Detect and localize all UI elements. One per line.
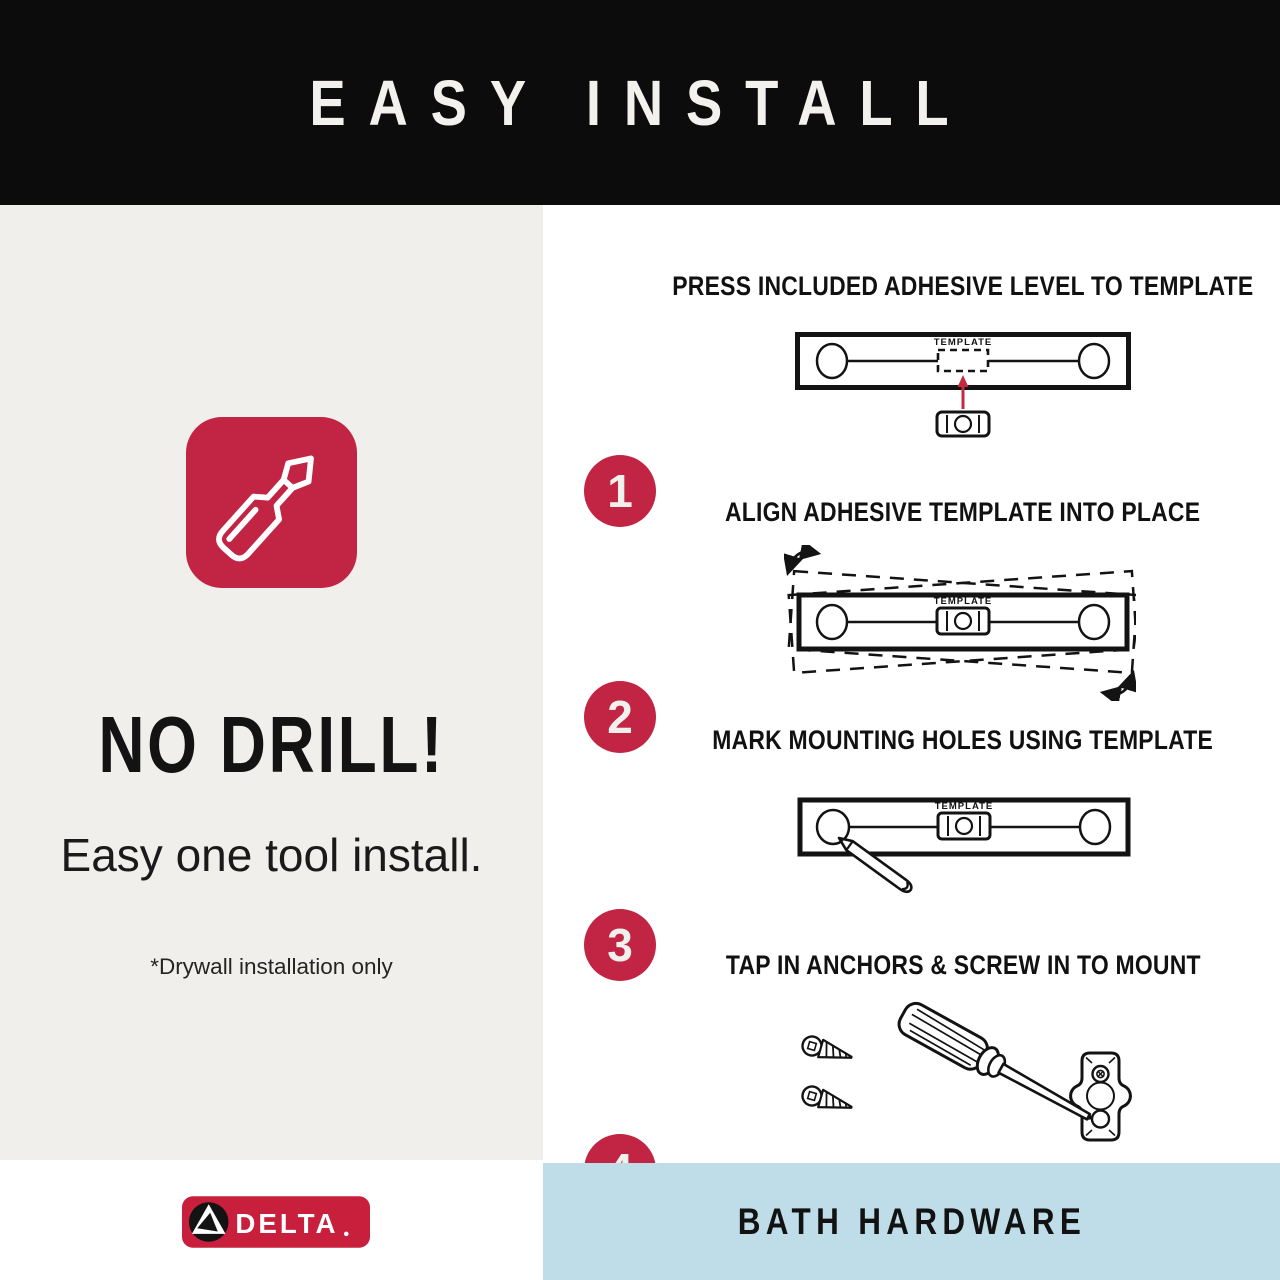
adhesive-level-icon: [937, 412, 989, 436]
step-2-number-badge: 2: [584, 681, 656, 753]
footnote: *Drywall installation only: [150, 954, 393, 979]
step-2-title: ALIGN ADHESIVE TEMPLATE INTO PLACE: [725, 496, 1201, 527]
delta-triangle-icon: [189, 1202, 229, 1242]
page-title: EASY INSTALL: [308, 66, 972, 139]
no-drill-headline: NO DRILL!: [98, 700, 445, 789]
delta-logo: [182, 1196, 370, 1248]
template-label: TEMPLATE: [933, 337, 993, 348]
subheadline: Easy one tool install.: [60, 829, 483, 881]
step-1-number-badge: 1: [584, 455, 656, 527]
category-label: BATH HARDWARE: [737, 1200, 1086, 1242]
step-3-title: MARK MOUNTING HOLES USING TEMPLATE: [712, 724, 1214, 755]
rotate-arrow-icon: [1110, 680, 1131, 694]
registered-mark: [344, 1232, 349, 1237]
step-4-title: TAP IN ANCHORS & SCREW IN TO MOUNT: [725, 949, 1201, 980]
screwdriver-icon: [186, 414, 357, 591]
step-3-illustration: [784, 795, 1136, 907]
step-2-illustration: [784, 545, 1136, 701]
header-band: [0, 0, 1280, 205]
footer-left: [0, 1160, 543, 1280]
category-band: [543, 1163, 1280, 1280]
left-panel: [0, 205, 543, 1160]
screwdriver-icon: [895, 1000, 1101, 1134]
screw-anchor-icon: [800, 1084, 854, 1116]
steps-panel: [543, 205, 1280, 1163]
step-1-illustration: [795, 332, 1131, 438]
step-3-number-badge: 3: [584, 909, 656, 981]
step-4-illustration: [790, 1000, 1140, 1160]
brand-name: DELTA: [235, 1207, 339, 1239]
wall-bracket-icon: [1071, 1053, 1131, 1140]
template-label: TEMPLATE: [933, 596, 993, 607]
screw-anchor-icon: [800, 1034, 854, 1066]
step-1-title: PRESS INCLUDED ADHESIVE LEVEL TO TEMPLATE: [672, 270, 1254, 301]
rotate-arrow-icon: [790, 552, 811, 566]
template-label: TEMPLATE: [934, 801, 994, 812]
